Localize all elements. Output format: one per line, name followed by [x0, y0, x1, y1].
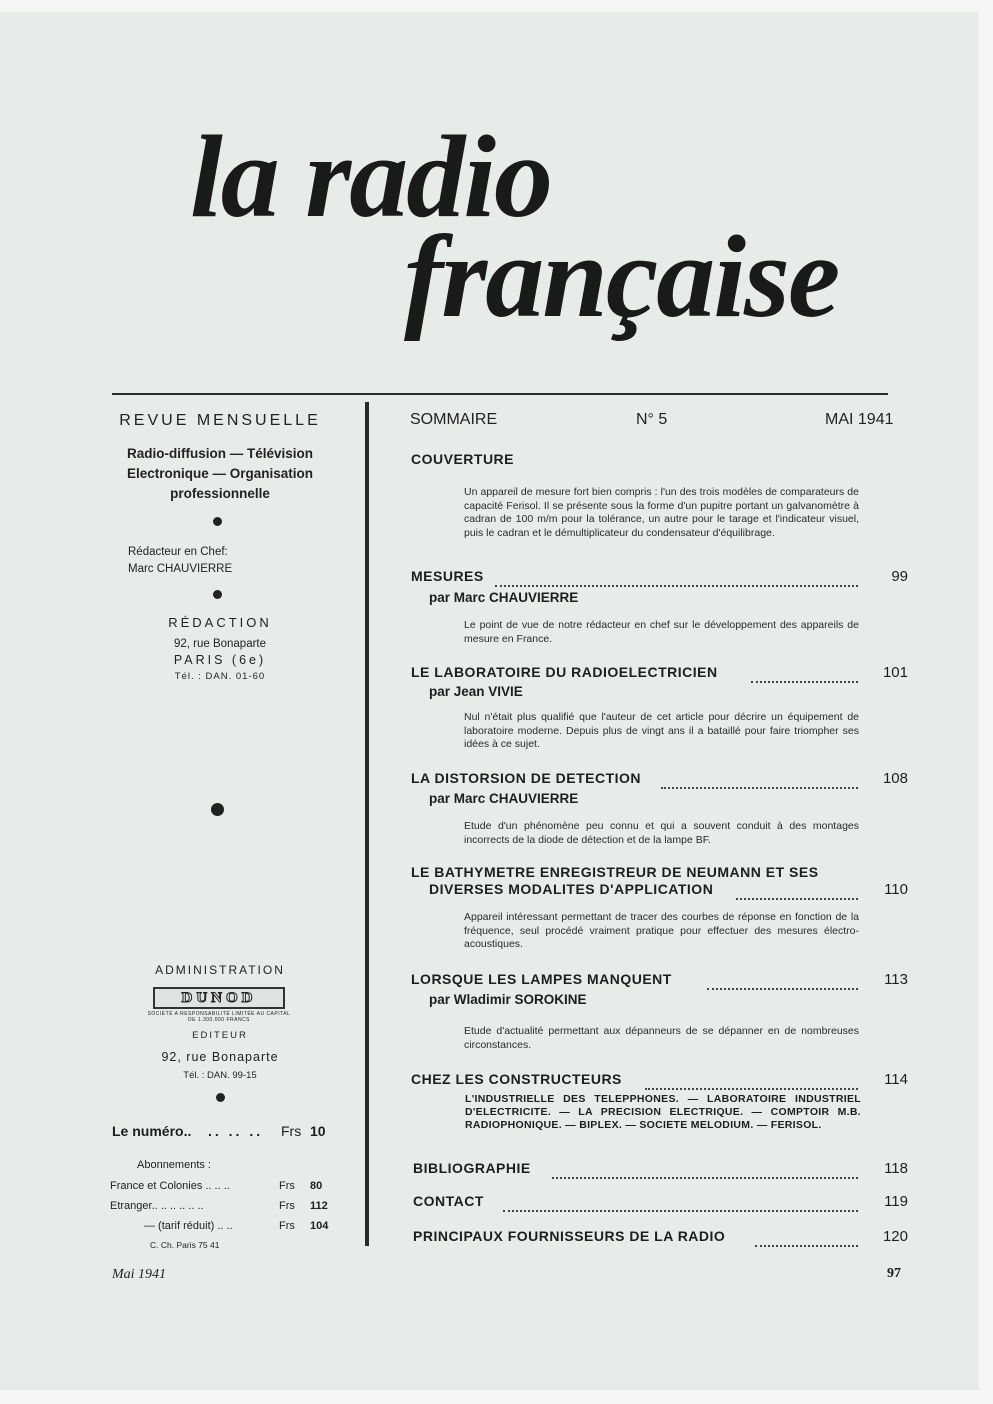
- issue-date: MAI 1941: [825, 411, 894, 428]
- bullet-dot: [213, 590, 222, 599]
- masthead-line-1: la radio: [190, 111, 551, 242]
- abonnement-value: 104: [310, 1220, 329, 1232]
- toc-entry-description: Appareil intéressant permettant de tracer des courbes de réponse en fonction de la fréquence, seul procédé vraiment pratique pour effectuer des mesures électro-acoustiques.: [464, 911, 859, 950]
- abonnement-currency: Frs: [279, 1220, 295, 1232]
- toc-entry-description: Nul n'était plus qualifié que l'auteur de cet article pour décrire un équipement de laboratoire moderne. Depuis plus de vingt ans il a bataillé pour faire triompher ses idées à ce sujet.: [464, 711, 859, 750]
- dot-leader: [661, 775, 858, 789]
- admin-tel: Tél. : DAN. 99-15: [183, 1070, 257, 1081]
- abonnement-row: [110, 1200, 334, 1217]
- toc-entry-title: PRINCIPAUX FOURNISSEURS DE LA RADIO: [413, 1228, 726, 1244]
- redacteur-label: Rédacteur en Chef:: [128, 546, 228, 558]
- dunod-logo: [153, 987, 285, 1009]
- toc-entry-title: LE BATHYMETRE ENREGISTREUR DE NEUMANN ET SES: [411, 864, 819, 880]
- toc-entry-contact[interactable]: [411, 1193, 908, 1215]
- abonnement-currency: Frs: [279, 1180, 295, 1192]
- toc-entry-constructeurs[interactable]: [411, 1071, 908, 1151]
- page-margin-right: [979, 0, 993, 1404]
- toc-page-number: 119: [884, 1193, 908, 1210]
- editeur-label: EDITEUR: [192, 1030, 248, 1041]
- toc-entry-title: CHEZ LES CONSTRUCTEURS: [411, 1071, 622, 1087]
- toc-entry-laboratoire[interactable]: [411, 664, 908, 759]
- toc-page-number: 108: [882, 770, 908, 787]
- toc-entry-title: CONTACT: [413, 1193, 484, 1209]
- toc-entry-lampes[interactable]: [411, 971, 908, 1056]
- toc-entry-mesures[interactable]: [411, 568, 908, 648]
- masthead-rule: [112, 393, 888, 395]
- toc-page-number: 110: [884, 881, 908, 898]
- dunod-logo-text: DUNOD: [181, 989, 257, 1006]
- toc-entry-description: Un appareil de mesure fort bien compris : l'un des trois modèles de comparateurs de capacité Ferisol. Il se présente sous la forme d'un pupitre portant un galvanomètre à cadran de 100 m/m pour la tolérance, un autre pour le tarage et l'indicateur visuel, puis le cadran et le démultiplicateur du condensateur d'équilibrage.: [464, 486, 859, 539]
- abonnement-label: France et Colonies .. .. ..: [110, 1180, 230, 1192]
- bullet-dot: [211, 803, 224, 816]
- bullet-dot: [216, 1093, 225, 1102]
- toc-page-number: 114: [884, 1071, 908, 1088]
- toc-entry-distorsion[interactable]: [411, 770, 908, 850]
- toc-entry-title: MESURES: [411, 568, 484, 584]
- dot-leader: [552, 1165, 858, 1179]
- numero-currency: Frs: [281, 1123, 302, 1139]
- bullet-dot: [213, 517, 222, 526]
- toc-entry-bathymetre[interactable]: [411, 864, 908, 954]
- administration-heading: ADMINISTRATION: [155, 963, 285, 977]
- toc-entry-fournisseurs[interactable]: [411, 1228, 908, 1250]
- toc-entry-author: par Marc CHAUVIERRE: [429, 791, 579, 806]
- masthead-line-2: française: [404, 211, 839, 342]
- abonnement-row: [110, 1220, 334, 1237]
- toc-page-number: 113: [884, 971, 908, 988]
- toc-page-number: 99: [891, 568, 908, 585]
- toc-entry-author: par Marc CHAUVIERRE: [429, 590, 579, 605]
- toc-page-number: 101: [882, 664, 908, 681]
- toc-entry-description: L'INDUSTRIELLE DES TELEPPHONES. — LABORATOIRE INDUSTRIEL D'ELECTRICITE. — LA PRECISION ELECTRIQUE. — COMPTOIR M.B. RADIOPHONIQUE. — BIPLEX. — SOCIETE MELODIUM. — FERISOL.: [465, 1093, 861, 1131]
- toc-entry-title: COUVERTURE: [411, 451, 515, 467]
- footer-date: Mai 1941: [112, 1267, 167, 1282]
- issue-number: N° 5: [636, 411, 668, 428]
- numero-label: Le numéro..: [112, 1123, 192, 1139]
- dot-leader: [707, 976, 858, 990]
- abonnement-row: [110, 1180, 334, 1197]
- abonnement-currency: Frs: [279, 1200, 295, 1212]
- dot-leader: [645, 1076, 858, 1090]
- numero-dots: .. .. ..: [208, 1123, 264, 1139]
- redacteur-name: Marc CHAUVIERRE: [128, 563, 233, 575]
- toc-entry-author: par Wladimir SOROKINE: [429, 992, 587, 1007]
- redaction-address: 92, rue Bonaparte: [173, 638, 267, 650]
- abonnement-label: — (tarif réduit) .. ..: [144, 1220, 233, 1232]
- dot-leader: [503, 1198, 858, 1212]
- redacteur-block: [128, 544, 298, 578]
- subject-line: Radio-diffusion — Télévision: [126, 446, 313, 461]
- redaction-city: PARIS (6e): [173, 653, 267, 667]
- column-divider: [365, 402, 369, 1246]
- toc-entry-description: Etude d'un phénomène peu connu et qui a souvent conduit à des montages incorrects de la diode de détection et de la lampe BF.: [464, 820, 859, 846]
- page-margin-bottom: [0, 1390, 993, 1404]
- redaction-heading: RÉDACTION: [168, 615, 272, 630]
- sommaire-heading: SOMMAIRE: [410, 411, 498, 428]
- dot-leader: [755, 1233, 858, 1247]
- toc-entry-description: Etude d'actualité permettant aux dépanneurs de se dépanner en de nombreuses circonstances.: [464, 1025, 859, 1051]
- abonnement-label: Etranger.. .. .. .. .. ..: [110, 1200, 204, 1212]
- toc-entry-author: par Jean VIVIE: [429, 684, 523, 699]
- numero-price-row: [112, 1123, 332, 1143]
- dot-leader: [736, 886, 858, 900]
- toc-entry-title: LA DISTORSION DE DETECTION: [411, 770, 642, 786]
- cheque-account: C. Ch. Paris 75 41: [150, 1240, 220, 1250]
- footer-page-number: 97: [887, 1266, 901, 1281]
- toc-entry-bibliographie[interactable]: [411, 1160, 908, 1182]
- toc-entry-couverture: [411, 451, 908, 561]
- redaction-tel: Tél. : DAN. 01-60: [174, 671, 266, 682]
- abonnement-value: 112: [310, 1200, 328, 1212]
- toc-entry-description: Le point de vue de notre rédacteur en chef sur le développement des appareils de mesure en France.: [464, 619, 859, 645]
- toc-entry-title: BIBLIOGRAPHIE: [413, 1160, 531, 1176]
- toc-entry-title: LE LABORATOIRE DU RADIOELECTRICIEN: [411, 664, 718, 680]
- admin-address: 92, rue Bonaparte: [161, 1050, 279, 1064]
- dot-leader: [751, 669, 858, 683]
- numero-value: 10: [310, 1123, 326, 1139]
- abonnement-value: 80: [310, 1180, 323, 1192]
- publisher-subtext: SOCIÉTÉ A RESPONSABILITÉ LIMITÉE AU CAPITAL DE 1.300.000 FRANCS: [147, 1011, 291, 1023]
- subject-line: Electronique — Organisation: [126, 466, 314, 481]
- toc-page-number: 120: [882, 1228, 908, 1245]
- page-margin-top: [0, 0, 993, 12]
- toc-entry-title: LORSQUE LES LAMPES MANQUENT: [411, 971, 672, 987]
- subject-line: professionnelle: [170, 486, 270, 501]
- dot-leader: [495, 573, 858, 587]
- toc-page-number: 118: [884, 1160, 908, 1177]
- revue-label: REVUE MENSUELLE: [119, 412, 321, 429]
- toc-entry-title-continued: DIVERSES MODALITES D'APPLICATION: [429, 881, 714, 897]
- abonnements-heading: Abonnements :: [137, 1159, 211, 1171]
- subjects-block: [100, 444, 340, 504]
